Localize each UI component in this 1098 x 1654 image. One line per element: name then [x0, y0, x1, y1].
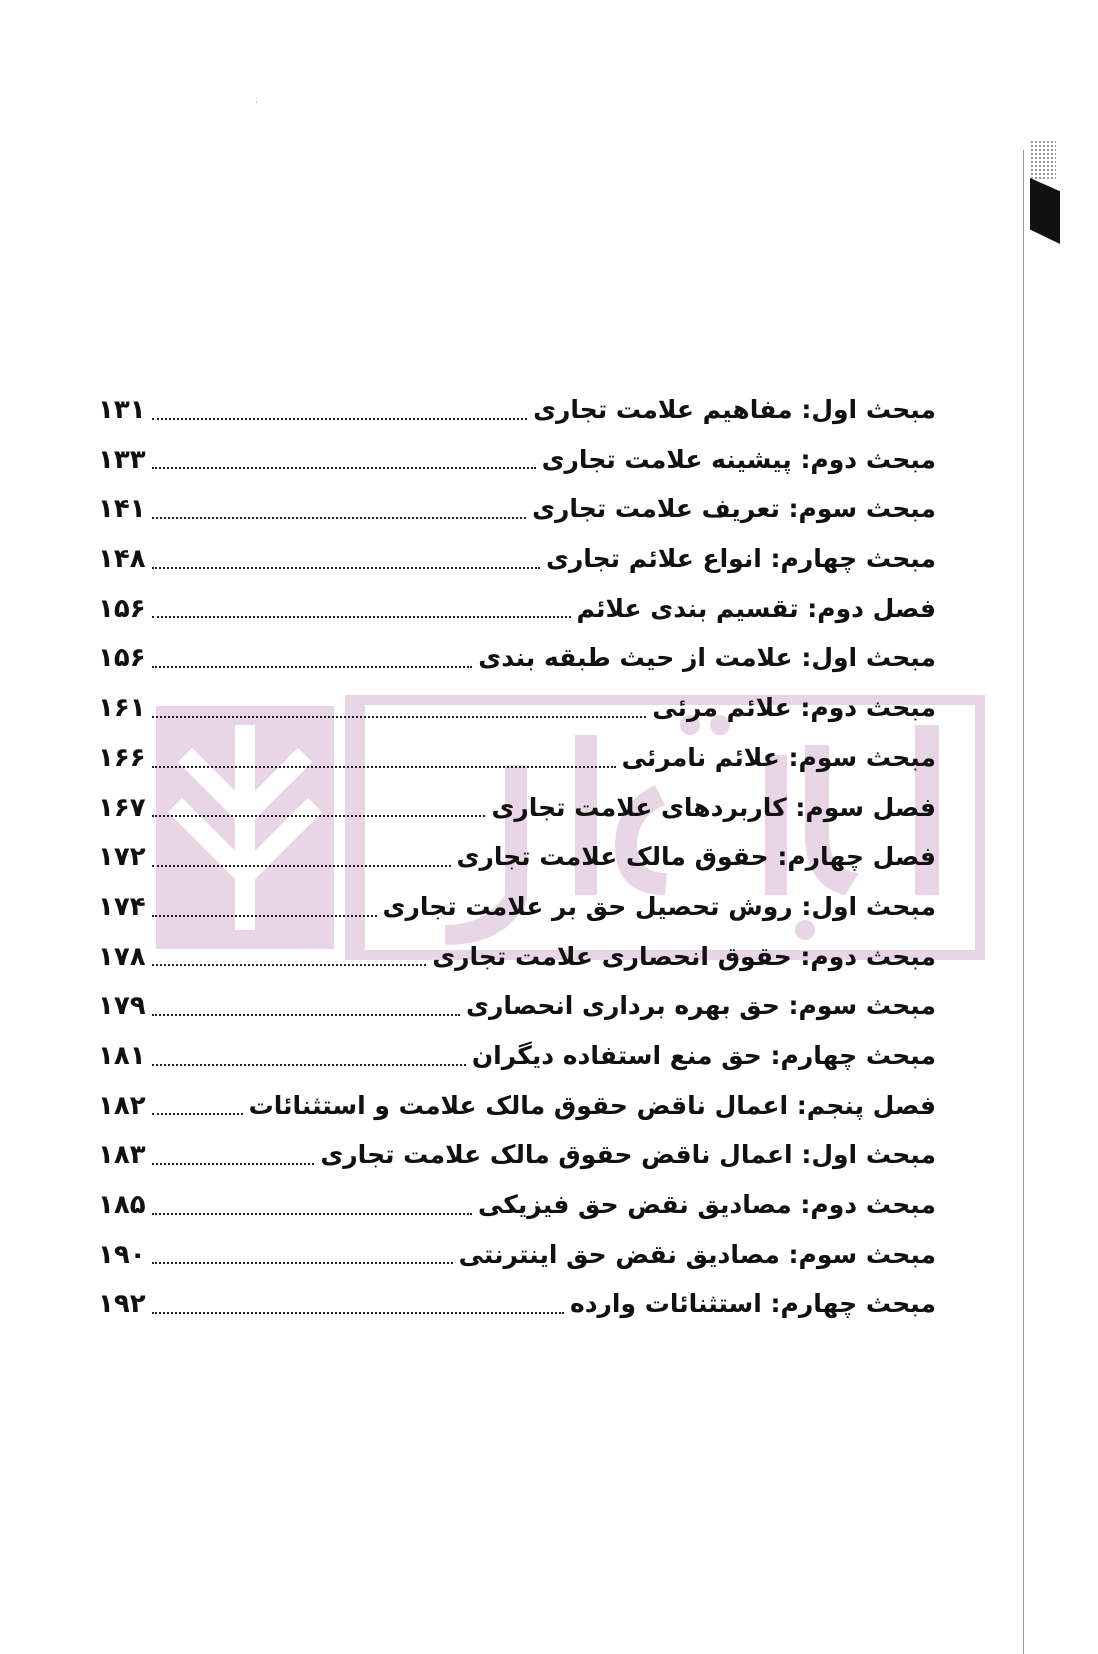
toc-entry-page-number: ۱۸۲	[98, 1090, 146, 1121]
toc-dot-leader	[152, 863, 451, 867]
toc-entry[interactable]	[98, 1031, 936, 1081]
toc-entry-page-number: ۱۸۵	[98, 1190, 146, 1220]
toc-dot-leader	[152, 1012, 460, 1016]
toc-entry-page-number: ۱۳۳	[98, 444, 146, 475]
toc-entry-title: مبحث اول: مفاهیم علامت تجاری	[533, 395, 936, 424]
toc-entry[interactable]	[98, 584, 936, 634]
toc-entry-page-number: ۱۷۴	[98, 891, 146, 922]
toc-entry-page-number: ۱۹۲	[98, 1289, 146, 1320]
toc-entry-title: مبحث اول: روش تحصیل حق بر علامت تجاری	[382, 891, 936, 921]
toc-entry-title: فصل سوم: کاربردهای علامت تجاری	[491, 792, 936, 822]
toc-dot-leader	[152, 1111, 243, 1115]
toc-entry-page-number: ۱۷۲	[98, 842, 146, 873]
toc-entry[interactable]	[98, 832, 936, 882]
binding-edge-line	[1023, 150, 1024, 1654]
toc-entry-title: مبحث دوم: پیشینه علامت تجاری	[541, 444, 936, 474]
toc-entry[interactable]	[98, 981, 936, 1031]
toc-entry[interactable]	[98, 633, 936, 683]
toc-entry[interactable]	[98, 534, 936, 584]
toc-entry[interactable]	[98, 932, 936, 982]
toc-entry[interactable]	[98, 1081, 936, 1131]
toc-entry-page-number: ۱۷۸	[98, 941, 146, 972]
toc-entry[interactable]	[98, 1130, 936, 1180]
toc-dot-leader	[152, 813, 486, 817]
toc-entry[interactable]	[98, 1230, 936, 1280]
toc-entry-page-number: ۱۷۹	[98, 991, 146, 1022]
toc-entry[interactable]	[98, 1279, 936, 1329]
toc-dot-leader	[152, 1161, 315, 1165]
toc-entry-title: مبحث چهارم: انواع علائم تجاری	[545, 544, 936, 574]
toc-entry-title: فصل پنجم: اعمال ناقض حقوق مالک علامت و استثنائات	[248, 1090, 936, 1120]
toc-entry-title: مبحث اول: اعمال ناقض حقوق مالک علامت تجاری	[320, 1140, 936, 1170]
scan-speck	[256, 102, 257, 103]
toc-entry[interactable]	[98, 1180, 936, 1230]
toc-dot-leader	[152, 1260, 453, 1264]
toc-entry-page-number: ۱۳۱	[98, 395, 146, 425]
toc-entry[interactable]	[98, 733, 936, 783]
toc-entry[interactable]	[98, 683, 936, 733]
toc-entry-title: مبحث سوم: علائم نامرئی	[621, 742, 936, 772]
toc-entry-title: مبحث سوم: حق بهره برداری انحصاری	[466, 991, 936, 1021]
toc-dot-leader	[152, 515, 527, 519]
toc-entry-title: مبحث اول: علامت از حیث طبقه بندی	[478, 643, 936, 673]
toc-entry[interactable]	[98, 484, 936, 534]
toc-entry-title: مبحث چهارم: حق منع استفاده دیگران	[471, 1040, 936, 1070]
toc-dot-leader	[152, 764, 616, 768]
toc-entry-title: فصل دوم: تقسیم بندی علائم	[576, 593, 936, 623]
toc-entry-title: مبحث سوم: مصادیق نقض حق اینترنتی	[458, 1239, 936, 1269]
table-of-contents	[98, 385, 936, 1329]
toc-dot-leader	[152, 1211, 472, 1215]
toc-entry-title: مبحث دوم: علائم مرئی	[652, 693, 936, 723]
toc-dot-leader	[152, 465, 536, 469]
toc-entry-page-number: ۱۴۱	[98, 494, 146, 525]
toc-entry-page-number: ۱۶۶	[98, 742, 146, 773]
toc-dot-leader	[152, 962, 427, 966]
toc-entry-title: مبحث چهارم: استثنائات وارده	[569, 1289, 936, 1319]
toc-entry-title: مبحث دوم: حقوق انحصاری علامت تجاری	[432, 941, 936, 971]
toc-entry[interactable]	[98, 435, 936, 485]
toc-entry[interactable]	[98, 783, 936, 833]
toc-entry-page-number: ۱۵۶	[98, 643, 146, 674]
toc-entry-page-number: ۱۸۳	[98, 1140, 146, 1171]
binding-mark-icon	[1026, 140, 1060, 244]
toc-entry-page-number: ۱۶۱	[98, 693, 146, 724]
toc-dot-leader	[152, 565, 540, 569]
toc-entry-title: مبحث سوم: تعریف علامت تجاری	[532, 494, 936, 524]
toc-entry-page-number: ۱۶۷	[98, 792, 146, 823]
toc-entry-page-number: ۱۸۱	[98, 1040, 146, 1071]
toc-entry[interactable]	[98, 882, 936, 932]
toc-entry[interactable]	[98, 385, 936, 435]
toc-dot-leader	[152, 714, 647, 718]
toc-entry-title: فصل چهارم: حقوق مالک علامت تجاری	[456, 842, 936, 872]
toc-dot-leader	[152, 664, 473, 668]
toc-entry-page-number: ۱۵۶	[98, 593, 146, 624]
toc-dot-leader	[152, 1310, 564, 1314]
toc-entry-title: مبحث دوم: مصادیق نقض حق فیزیکی	[477, 1190, 936, 1219]
toc-dot-leader	[152, 614, 571, 618]
toc-dot-leader	[152, 1062, 466, 1066]
toc-entry-page-number: ۱۹۰	[98, 1239, 146, 1270]
toc-dot-leader	[152, 913, 377, 917]
toc-entry-page-number: ۱۴۸	[98, 544, 146, 575]
toc-dot-leader	[152, 416, 528, 420]
